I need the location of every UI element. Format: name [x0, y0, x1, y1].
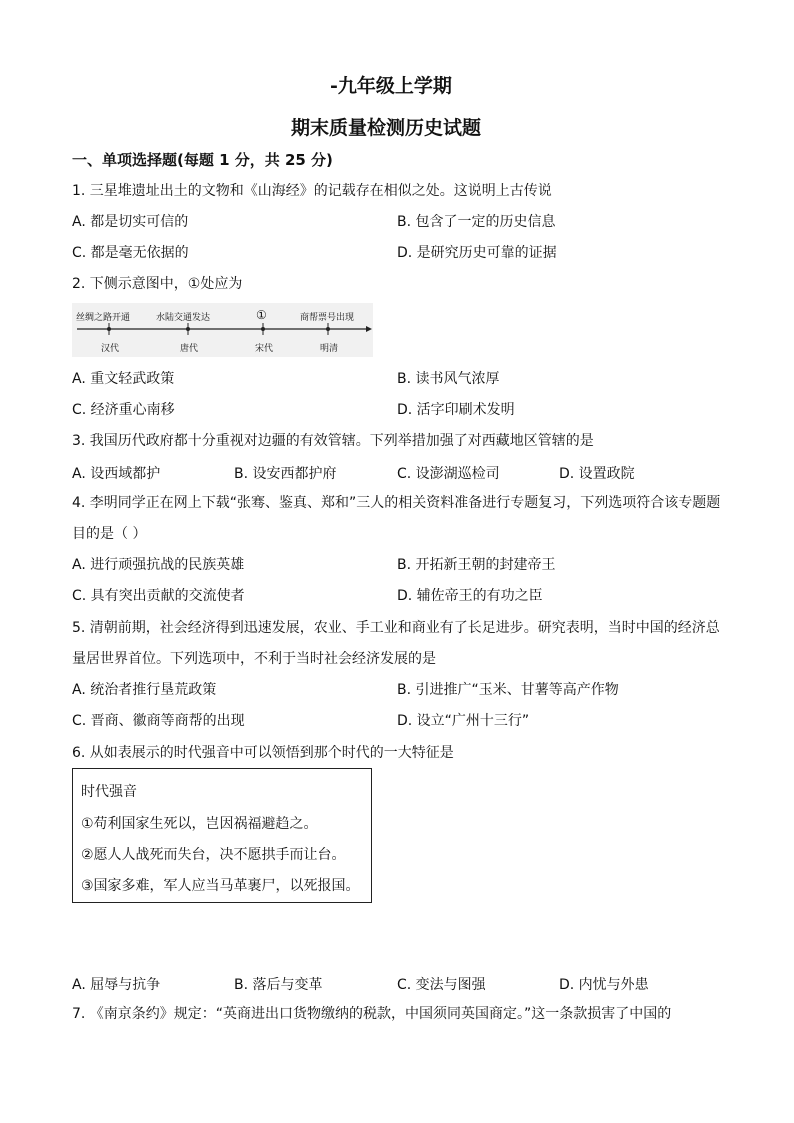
question-5-stem-line1: 5. 清朝前期，社会经济得到迅速发展，农业、手工业和商业有了长足进步。研究表明，当时中国的经济总 — [72, 620, 720, 636]
question-2-stem: 2. 下侧示意图中，①处应为 — [72, 276, 243, 292]
question-1-option-b: B. 包含了一定的历史信息 — [397, 214, 556, 230]
timeline-top-label-3: ① — [256, 308, 267, 322]
question-2-option-a: A. 重文轻武政策 — [72, 371, 175, 387]
question-4-stem-line2: 目的是（ ） — [72, 526, 147, 542]
question-2-option-b: B. 读书风气浓厚 — [397, 371, 500, 387]
question-1-option-c: C. 都是毫无依据的 — [72, 245, 189, 261]
question-5-option-c: C. 晋商、徽商等商帮的出现 — [72, 713, 245, 729]
timeline-bottom-label-2: 唐代 — [180, 344, 199, 354]
timeline-diagram — [72, 303, 373, 357]
question-5-option-b: B. 引进推广“玉米、甘薯等高产作物 — [397, 682, 619, 698]
question-4-option-d: D. 辅佐帝王的有功之臣 — [397, 588, 543, 604]
question-4-option-b: B. 开拓新王朝的封建帝王 — [397, 557, 556, 573]
question-3-option-d: D. 设置政院 — [559, 466, 635, 482]
timeline-top-label-1: 丝绸之路开通 — [76, 313, 131, 323]
question-1-option-a: A. 都是切实可信的 — [72, 214, 189, 230]
question-2-option-c: C. 经济重心南移 — [72, 402, 175, 418]
question-1-option-d: D. 是研究历史可靠的证据 — [397, 245, 557, 261]
question-3-option-b: B. 设安西都护府 — [234, 466, 337, 482]
question-5-option-a: A. 统治者推行垦荒政策 — [72, 682, 217, 698]
question-5-stem-line2: 量居世界首位。下列选项中，不利于当时社会经济发展的是 — [72, 651, 436, 667]
quote-line-2: ②愿人人战死而失台，决不愿拱手而让台。 — [81, 847, 346, 863]
quote-box — [72, 768, 372, 903]
question-7-stem: 7. 《南京条约》规定：“英商进出口货物缴纳的税款，中国须同英国商定。”这一条款损害了中国的 — [72, 1006, 672, 1022]
question-2-option-d: D. 活字印刷术发明 — [397, 402, 515, 418]
question-5-option-d: D. 设立“广州十三行” — [397, 713, 530, 729]
timeline-bottom-label-1: 汉代 — [101, 344, 120, 354]
page-title-grade: -九年级上学期 — [330, 75, 452, 97]
question-6-option-c: C. 变法与图强 — [397, 977, 486, 993]
question-4-stem-line1: 4. 李明同学正在网上下载“张骞、鉴真、郑和”三人的相关资料准备进行专题复习，下列选项符合该专题题 — [72, 495, 721, 511]
timeline-bottom-label-3: 宋代 — [255, 344, 274, 354]
question-3-option-c: C. 设澎湖巡检司 — [397, 466, 500, 482]
question-6-option-d: D. 内忧与外患 — [559, 977, 649, 993]
question-6-option-b: B. 落后与变革 — [234, 977, 323, 993]
quote-line-1: ①苟利国家生死以，岂因祸福避趋之。 — [81, 816, 318, 832]
question-4-option-a: A. 进行顽强抗战的民族英雄 — [72, 557, 245, 573]
question-1-stem: 1. 三星堆遗址出土的文物和《山海经》的记载存在相似之处。这说明上古传说 — [72, 183, 552, 199]
question-6-option-a: A. 屈辱与抗争 — [72, 977, 161, 993]
page-title-exam: 期末质量检测历史试题 — [291, 117, 482, 139]
timeline-top-label-2: 水陆交通发达 — [156, 313, 211, 323]
timeline-bottom-label-4: 明清 — [320, 344, 339, 354]
question-4-option-c: C. 具有突出贡献的交流使者 — [72, 588, 245, 604]
section-heading: 一、单项选择题(每题 1 分，共 25 分) — [72, 151, 333, 169]
question-6-stem: 6. 从如表展示的时代强音中可以领悟到那个时代的一大特征是 — [72, 745, 454, 761]
question-3-option-a: A. 设西域都护 — [72, 466, 161, 482]
quote-line-3: ③国家多难，军人应当马革裹尸，以死报国。 — [81, 878, 360, 894]
question-3-stem: 3. 我国历代政府都十分重视对边疆的有效管辖。下列举措加强了对西藏地区管辖的是 — [72, 433, 594, 449]
quote-box-title: 时代强音 — [81, 784, 137, 800]
timeline-top-label-4: 商帮票号出现 — [300, 313, 355, 323]
